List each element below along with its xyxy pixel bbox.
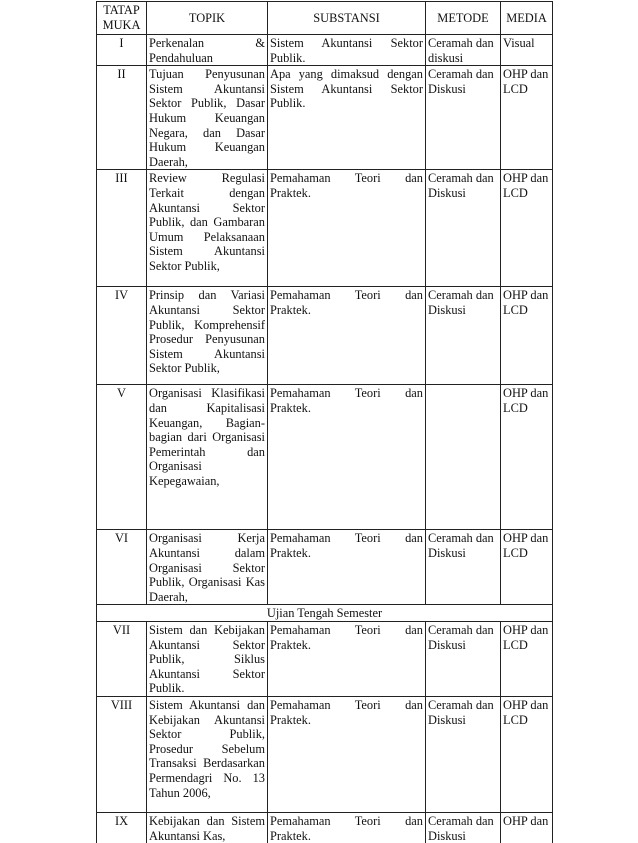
- cell-metode: Ceramah dan Diskusi: [426, 621, 501, 696]
- cell-topik: Organisasi Kerja Akuntansi dalam Organisasi Sektor Publik, Organisasi Kas Daerah,: [147, 530, 268, 605]
- cell-topik: Organisasi Klasifikasi dan Kapitalisasi Keuangan, Bagian-bagian dari Organisasi Pemerintah dan Organisasi Kepegawaian,: [147, 385, 268, 530]
- cell-topik: Perkenalan & Pendahuluan: [147, 35, 268, 66]
- cell-tatap-muka: VIII: [97, 696, 147, 812]
- cell-topik: Review Regulasi Terkait dengan Akuntansi Sektor Publik, dan Gambaran Umum Pelaksanaan Sistem Akuntansi Sektor Publik,: [147, 170, 268, 287]
- cell-media: OHP dan LCD: [501, 621, 553, 696]
- cell-substansi: Pemahaman Teori dan Praktek.: [268, 812, 426, 843]
- table-header-row: [97, 2, 553, 35]
- cell-metode: Ceramah dan Diskusi: [426, 812, 501, 843]
- table-row: [97, 812, 553, 843]
- cell-topik: Prinsip dan Variasi Akuntansi Sektor Publik, Komprehensif Prosedur Penyusunan Sistem Akuntansi Sektor Publik,: [147, 287, 268, 385]
- cell-tatap-muka: I: [97, 35, 147, 66]
- cell-media: OHP dan LCD: [501, 287, 553, 385]
- cell-substansi: Apa yang dimaksud dengan Sistem Akuntansi Sektor Publik.: [268, 66, 426, 170]
- cell-metode: Ceramah dan Diskusi: [426, 170, 501, 287]
- cell-media: OHP dan LCD: [501, 696, 553, 812]
- cell-topik: Sistem dan Kebijakan Akuntansi Sektor Publik, Siklus Akuntansi Sektor Publik.: [147, 621, 268, 696]
- cell-tatap-muka: VI: [97, 530, 147, 605]
- cell-media: OHP dan LCD: [501, 66, 553, 170]
- cell-tatap-muka: IV: [97, 287, 147, 385]
- header-metode: METODE: [426, 2, 501, 35]
- table-row: [97, 696, 553, 812]
- cell-tatap-muka: V: [97, 385, 147, 530]
- cell-media: OHP dan LCD: [501, 530, 553, 605]
- course-plan-table: [96, 1, 553, 843]
- cell-substansi: Sistem Akuntansi Sektor Publik.: [268, 35, 426, 66]
- uts-row: [97, 605, 553, 622]
- cell-media: Visual: [501, 35, 553, 66]
- cell-tatap-muka: II: [97, 66, 147, 170]
- table-row: [97, 385, 553, 530]
- cell-substansi: Pemahaman Teori dan Praktek.: [268, 696, 426, 812]
- cell-tatap-muka: VII: [97, 621, 147, 696]
- cell-substansi: Pemahaman Teori dan Praktek.: [268, 530, 426, 605]
- header-tatap-muka: TATAP MUKA: [97, 2, 147, 35]
- cell-substansi: Pemahaman Teori dan Praktek.: [268, 621, 426, 696]
- table-row: [97, 170, 553, 287]
- cell-topik: Kebijakan dan Sistem Akuntansi Kas,: [147, 812, 268, 843]
- cell-metode: Ceramah dan Diskusi: [426, 287, 501, 385]
- cell-tatap-muka: III: [97, 170, 147, 287]
- cell-topik: Tujuan Penyusunan Sistem Akuntansi Sektor Publik, Dasar Hukum Keuangan Negara, dan Dasar Hukum Keuangan Daerah,: [147, 66, 268, 170]
- table-row: [97, 287, 553, 385]
- table-row: [97, 530, 553, 605]
- cell-metode: Ceramah dan Diskusi: [426, 530, 501, 605]
- header-substansi: SUBSTANSI: [268, 2, 426, 35]
- cell-media: OHP dan LCD: [501, 170, 553, 287]
- header-media: MEDIA: [501, 2, 553, 35]
- cell-substansi: Pemahaman Teori dan Praktek.: [268, 170, 426, 287]
- cell-tatap-muka: IX: [97, 812, 147, 843]
- cell-metode: Ceramah dan diskusi: [426, 35, 501, 66]
- cell-substansi: Pemahaman Teori dan Praktek.: [268, 385, 426, 530]
- cell-media: OHP dan: [501, 812, 553, 843]
- cell-topik: Sistem Akuntansi dan Kebijakan Akuntansi Sektor Publik, Prosedur Sebelum Transaksi Berdasarkan Permendagri No. 13 Tahun 2006,: [147, 696, 268, 812]
- cell-media: OHP dan LCD: [501, 385, 553, 530]
- cell-metode: Ceramah dan Diskusi: [426, 66, 501, 170]
- cell-metode: Ceramah dan Diskusi: [426, 696, 501, 812]
- uts-label: Ujian Tengah Semester: [97, 605, 553, 622]
- header-topik: TOPIK: [147, 2, 268, 35]
- table-row: [97, 621, 553, 696]
- table-row: [97, 35, 553, 66]
- table-row: [97, 66, 553, 170]
- cell-substansi: Pemahaman Teori dan Praktek.: [268, 287, 426, 385]
- cell-metode: [426, 385, 501, 530]
